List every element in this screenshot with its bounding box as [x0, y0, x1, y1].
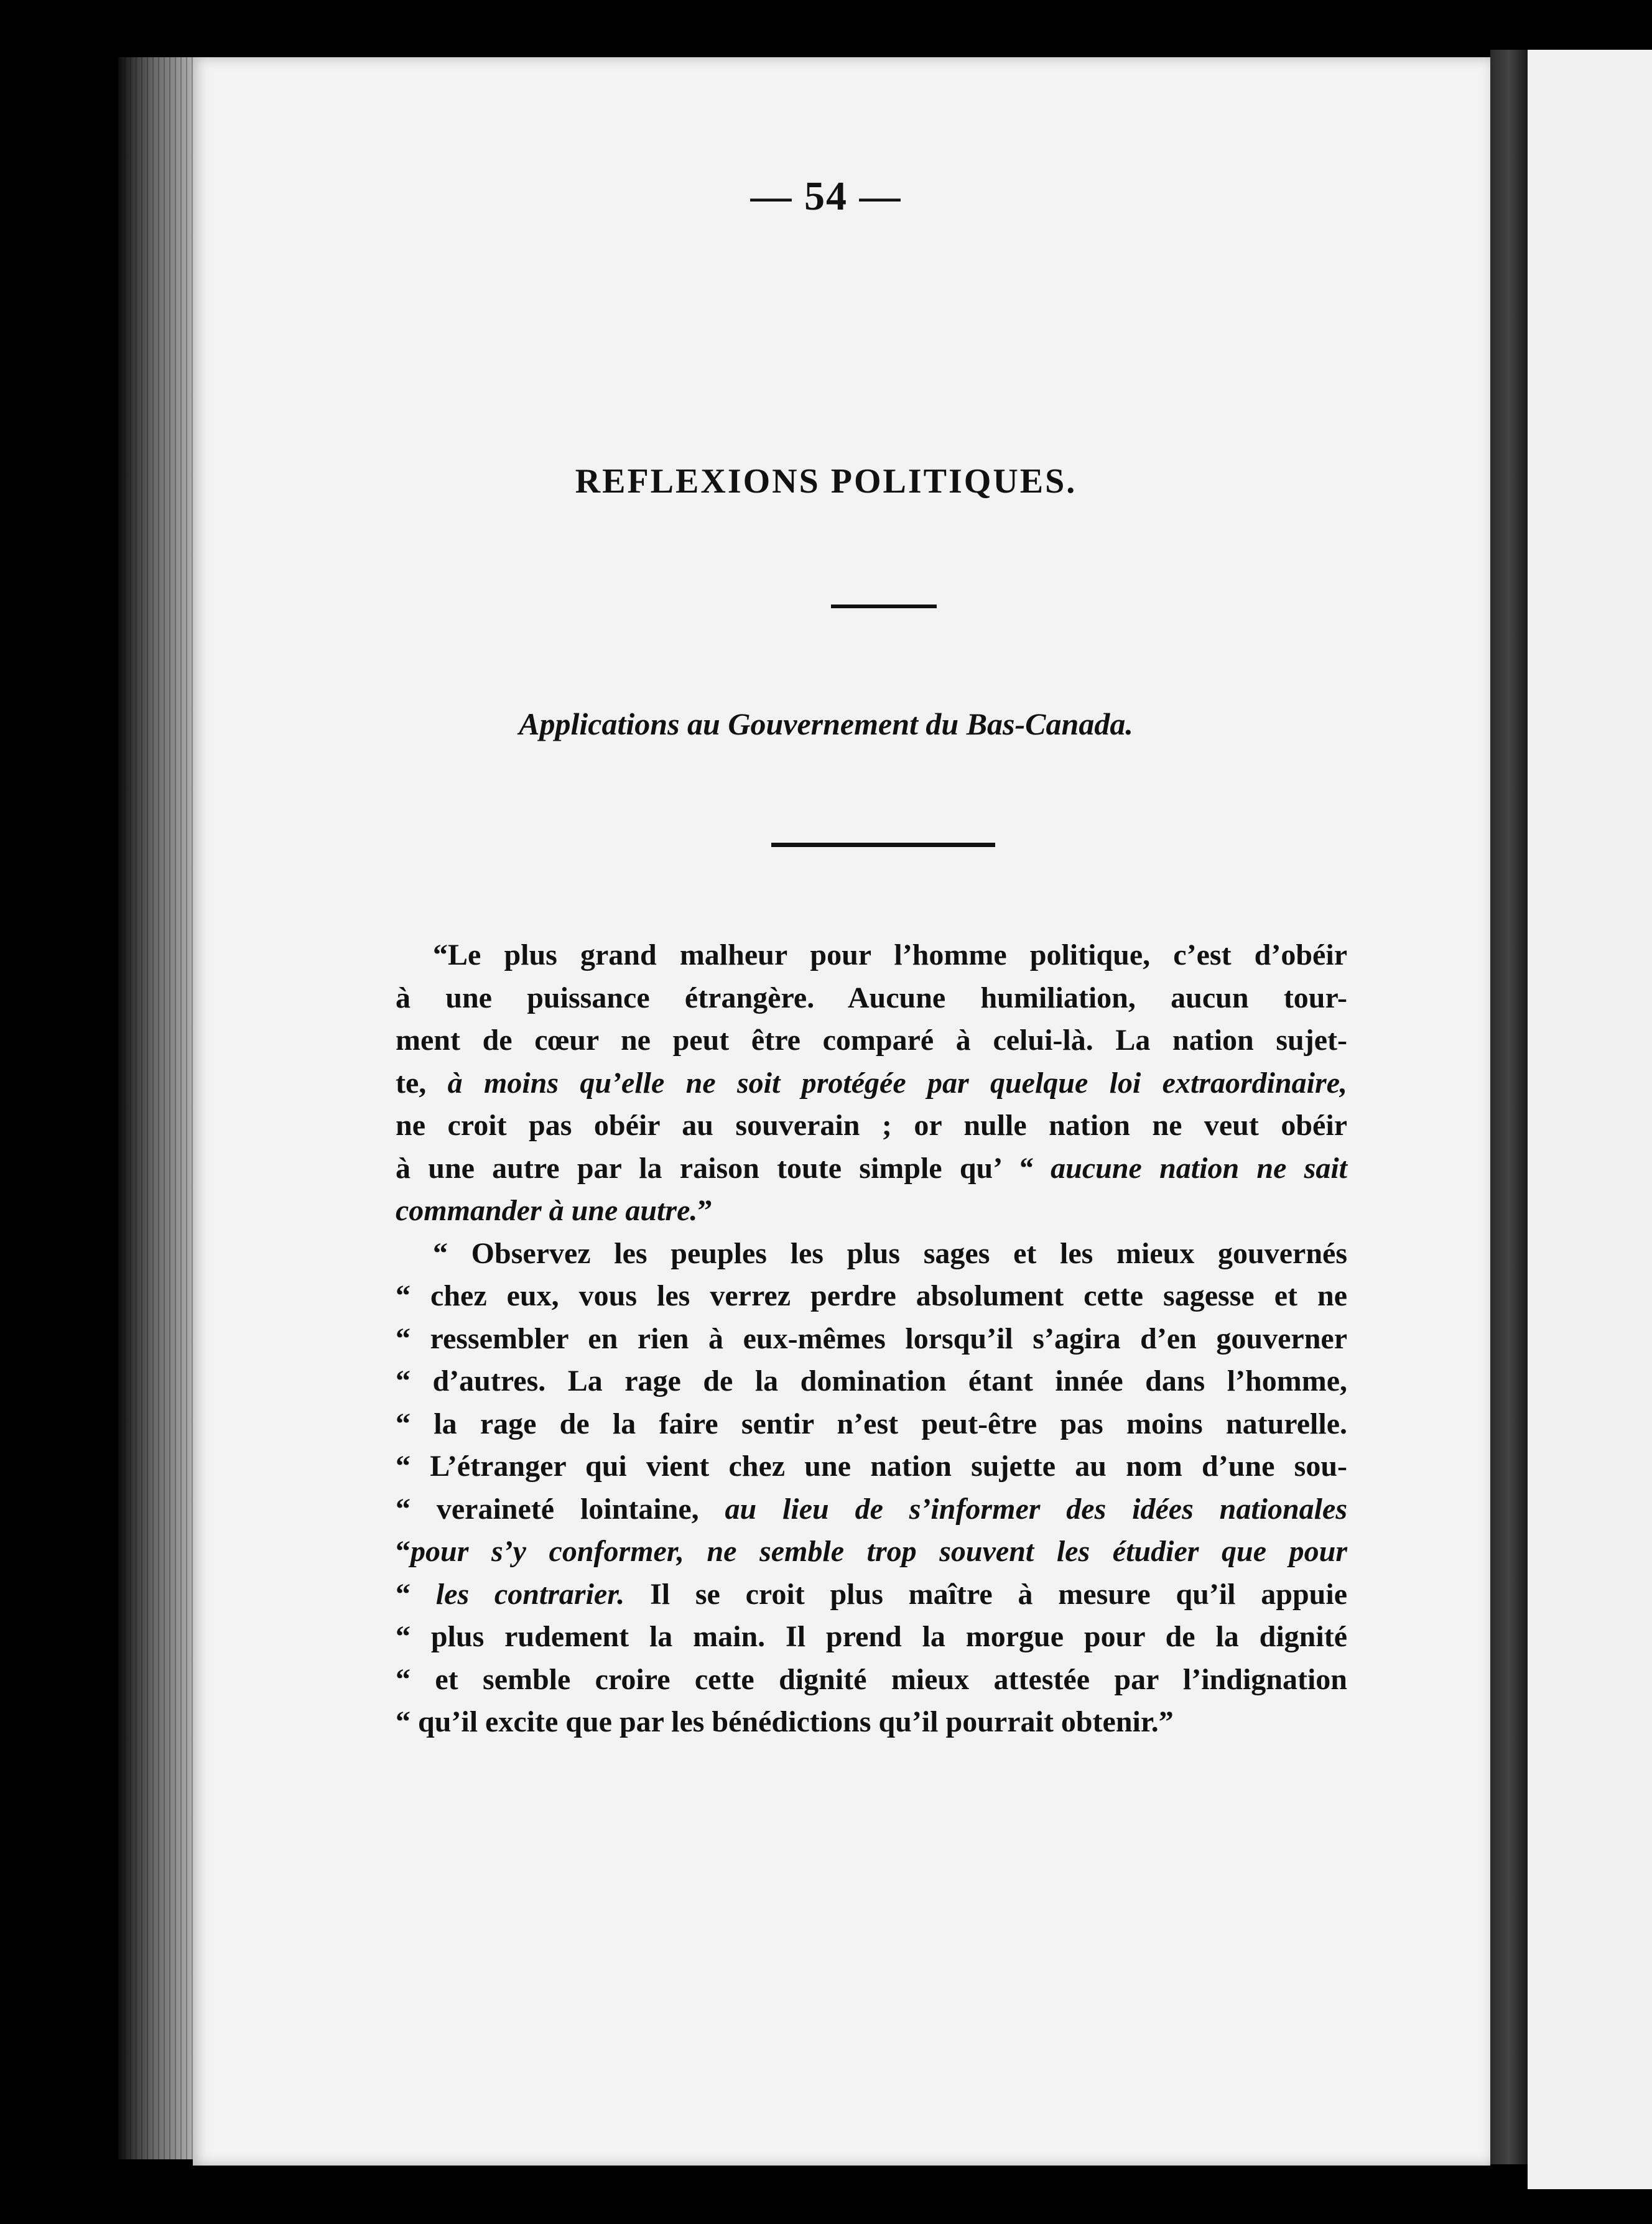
- text-fragment: “: [396, 1535, 411, 1568]
- text-fragment: ”: [697, 1194, 713, 1227]
- page-title: REFLEXIONS POLITIQUES.: [575, 462, 1077, 501]
- text-line: [396, 1147, 1347, 1190]
- subtitle-divider: [771, 843, 995, 847]
- text-line: ne croit pas obéir au souverain ; or nulle nation ne veut obéir: [396, 1109, 1347, 1142]
- italic-fragment: “ aucune nation ne sait: [1018, 1151, 1348, 1185]
- text-line: “Le plus grand malheur pour l’homme politique, c’est d’obéir: [433, 938, 1347, 971]
- text-line: [396, 1488, 1347, 1531]
- text-fragment: “ veraineté lointaine,: [396, 1492, 725, 1526]
- text-line: “ plus rudement la main. Il prend la morgue pour de la dignité: [396, 1620, 1347, 1653]
- quotation-body: [396, 934, 1347, 1744]
- text-line: [396, 1190, 1347, 1233]
- text-line: “ chez eux, vous les verrez perdre absolument cette sagesse et ne: [396, 1279, 1347, 1312]
- italic-fragment: au lieu de s’informer des idées nationales: [725, 1492, 1347, 1526]
- italic-fragment: pour s’y conformer, ne semble trop souvent les étudier que pour: [411, 1535, 1347, 1568]
- text-fragment: te,: [396, 1066, 448, 1100]
- text-line: “ qu’il excite que par les bénédictions qu’il pourrait obtenir.”: [396, 1705, 1174, 1738]
- page-edges: [124, 57, 193, 2159]
- text-line: “ la rage de la faire sentir n’est peut-être pas moins naturelle.: [396, 1407, 1347, 1440]
- italic-fragment: à moins qu’elle ne soit protégée par quelque loi extraordinaire,: [447, 1066, 1348, 1100]
- text-line: à une puissance étrangère. Aucune humiliation, aucun tour-: [396, 981, 1347, 1014]
- text-line: [396, 1531, 1347, 1573]
- facing-page-sliver: [1528, 50, 1652, 2189]
- text-line: “ ressembler en rien à eux-mêmes lorsqu’il s’agira d’en gouverner: [396, 1322, 1347, 1355]
- book-right-edge: [1490, 50, 1528, 2164]
- italic-fragment: les contrarier.: [435, 1577, 625, 1611]
- text-line: [396, 1573, 1347, 1616]
- text-fragment: Il se croit plus maître à mesure qu’il appuie: [624, 1577, 1348, 1611]
- text-fragment: à une autre par la raison toute simple qu’: [396, 1151, 1018, 1185]
- title-divider: [831, 605, 937, 608]
- italic-fragment: commander à une autre.: [396, 1194, 698, 1227]
- text-line: [396, 1062, 1347, 1105]
- text-line: “ L’étranger qui vient chez une nation sujette au nom d’une sou-: [396, 1450, 1347, 1483]
- text-line: “ d’autres. La rage de la domination étant innée dans l’homme,: [396, 1365, 1347, 1397]
- text-line: “ et semble croire cette dignité mieux attestée par l’indignation: [396, 1662, 1347, 1696]
- text-line: “ Observez les peuples les plus sages et les mieux gouvernés: [433, 1236, 1347, 1270]
- page-number: — 54 —: [750, 174, 902, 219]
- section-subtitle: Applications au Gouvernement du Bas-Canada.: [519, 707, 1133, 741]
- text-line: ment de cœur ne peut être comparé à celui-là. La nation sujet-: [396, 1024, 1347, 1057]
- text-fragment: “: [396, 1577, 436, 1611]
